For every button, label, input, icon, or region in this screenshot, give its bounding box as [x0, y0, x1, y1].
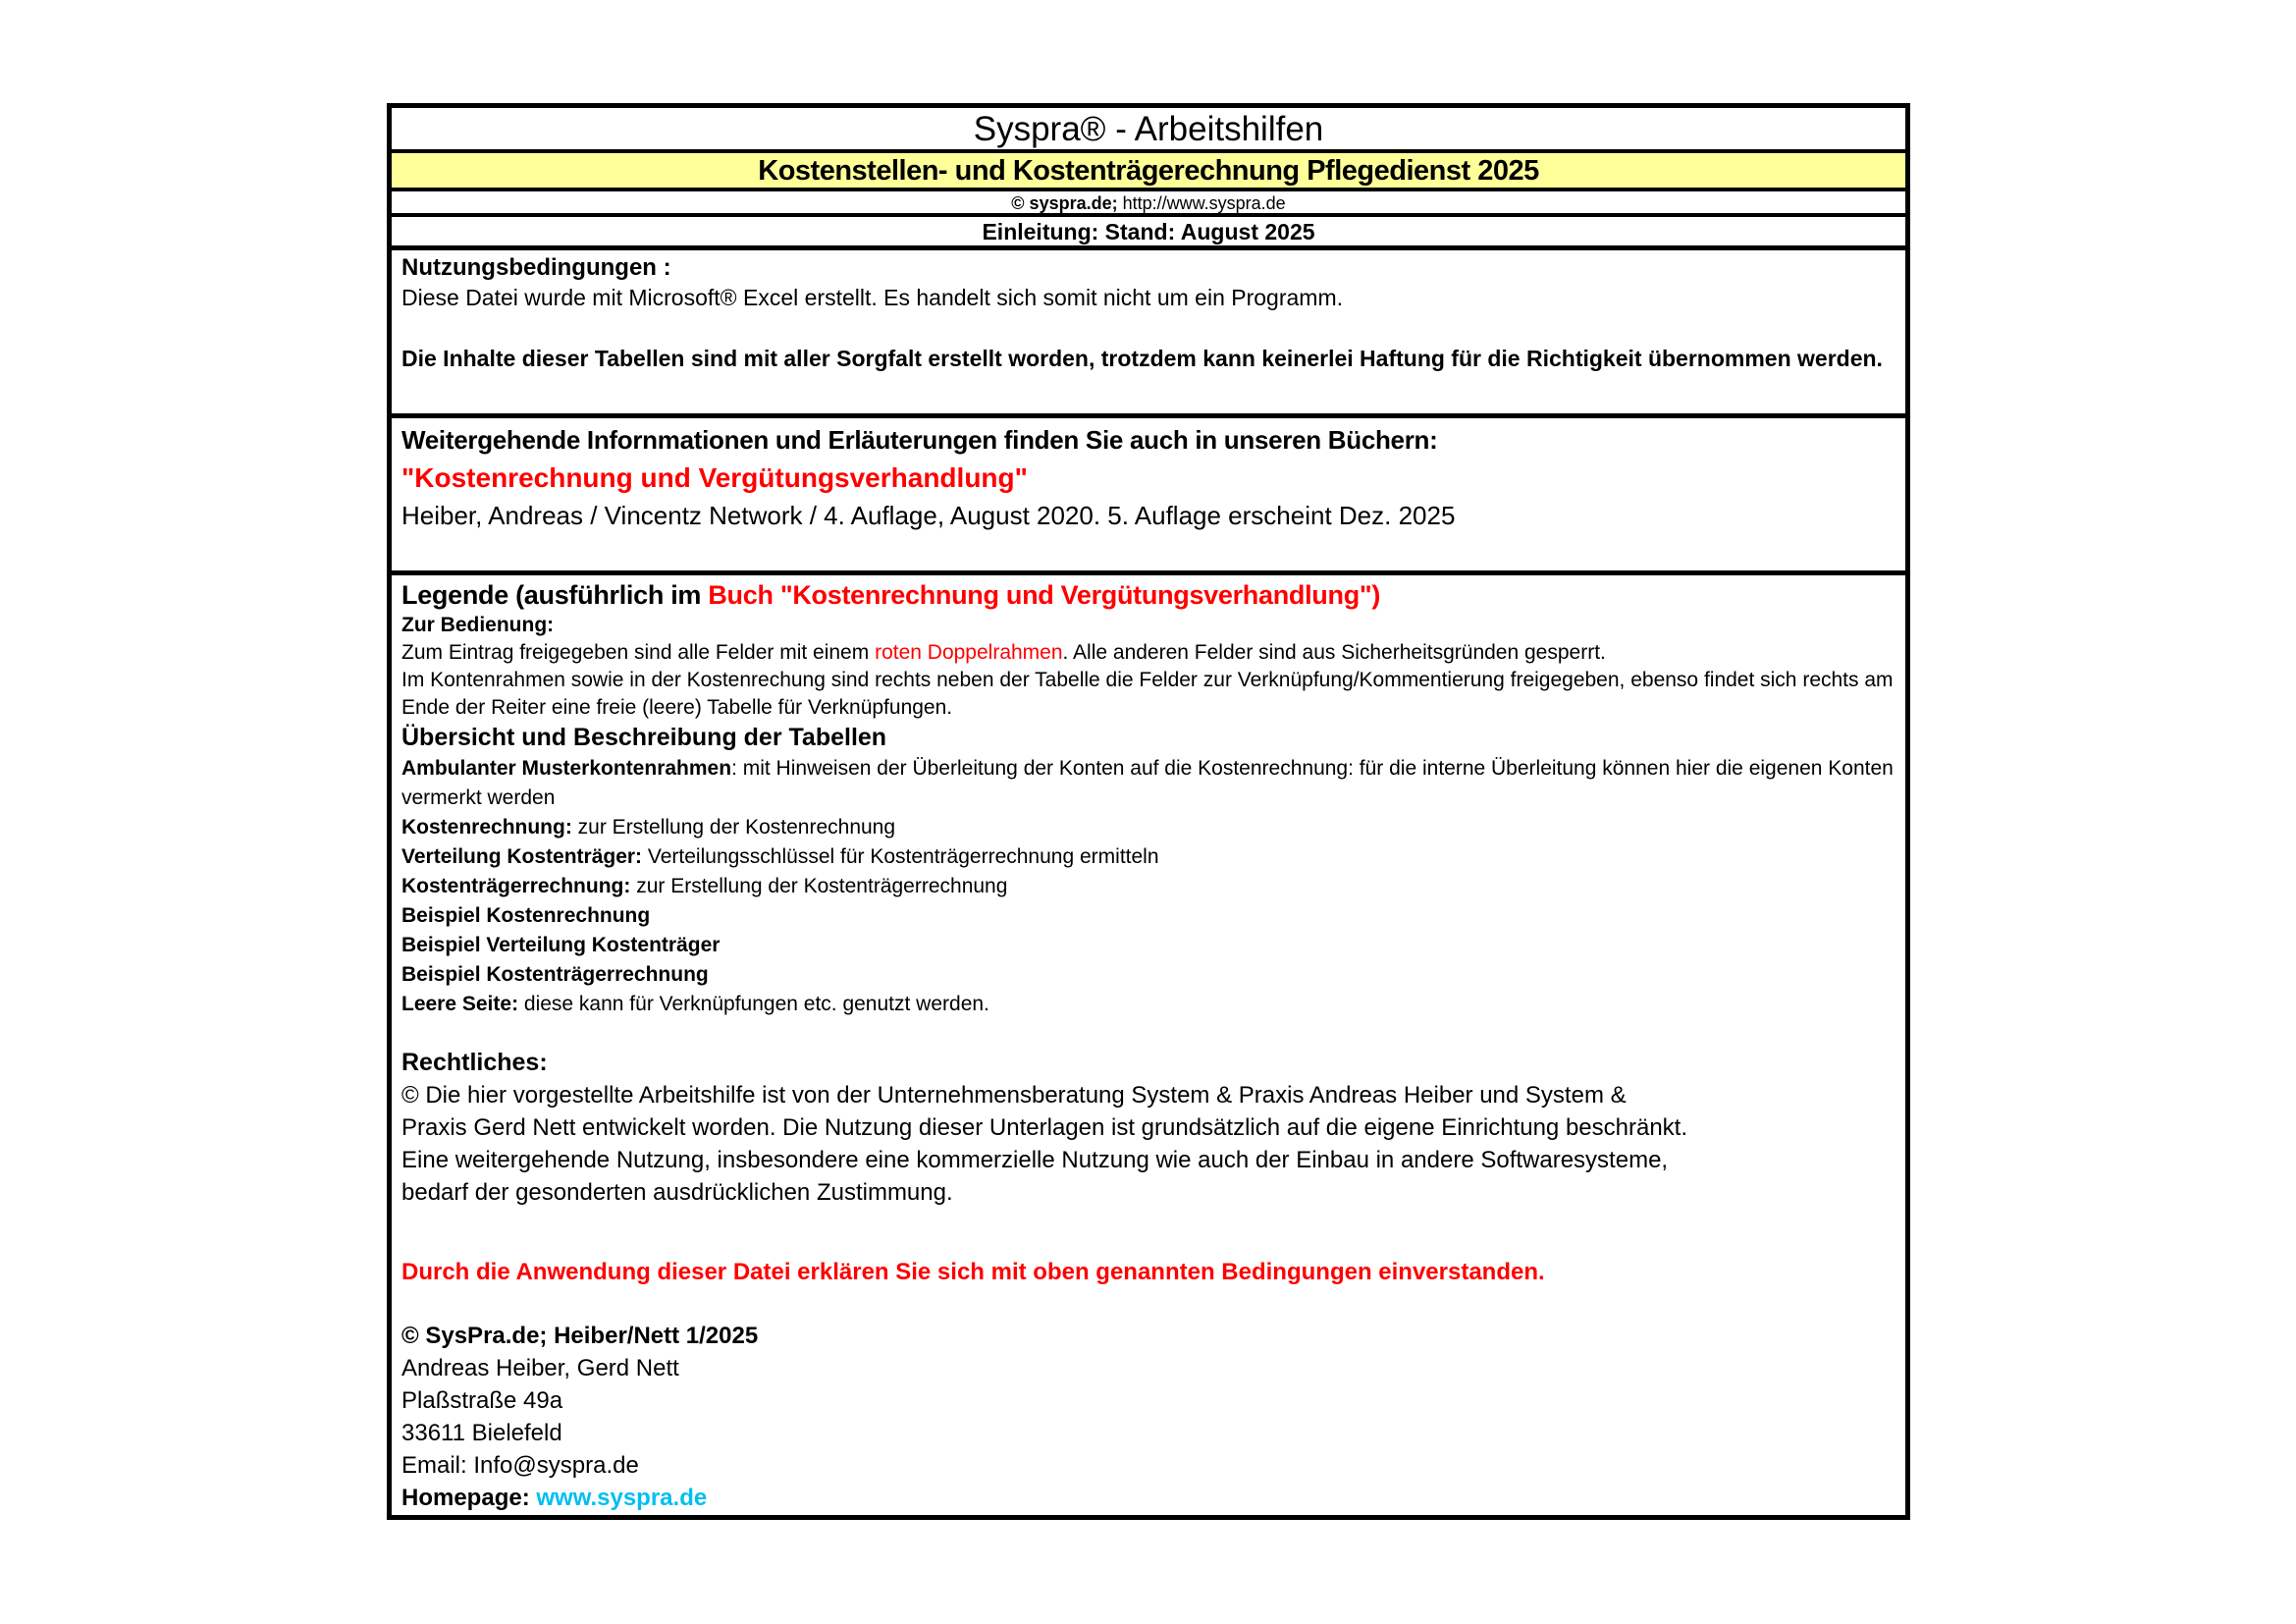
worksheet [387, 103, 1910, 1520]
book-details: Heiber, Andreas / Vincentz Network / 4. Auflage, August 2020. 5. Auflage erscheint Dez. 2025 [401, 501, 1456, 530]
usage-line1-post: . Alle anderen Felder sind aus Sicherheitsgründen gesperrt. [1062, 641, 1606, 664]
terms-disclaimer: Die Inhalte dieser Tabellen sind mit aller Sorgfalt erstellt worden, trotzdem kann keinerlei Haftung für die Richtigkeit übernommen werden. [401, 346, 1883, 371]
terms-heading: Nutzungsbedingungen : [401, 254, 671, 281]
list-item-desc: zur Erstellung der Kostenrechnung [571, 816, 896, 839]
list-item-desc: : mit Hinweisen der Überleitung der Konten auf die Kostenrechnung: für die interne Überleitung können hier die eigenen Konten vermerkt werden [401, 757, 1894, 809]
list-item [401, 960, 1896, 990]
terms-line1: Diese Datei wurde mit Microsoft® Excel erstellt. Es handelt sich somit nicht um ein Programm. [401, 285, 1343, 310]
copyright-row [392, 191, 1905, 217]
usage-heading: Zur Bedienung: [401, 614, 555, 636]
terms-section [392, 250, 1905, 418]
homepage-label: Homepage: [401, 1485, 537, 1511]
list-item-term: Kostenträgerrechnung: [401, 875, 631, 897]
usage-line1-highlight: roten Doppelrahmen [875, 641, 1063, 664]
list-item-term: Beispiel Verteilung Kostenträger [401, 934, 721, 956]
list-item [401, 931, 1896, 960]
book-intro: Weitergehende Infornmationen und Erläuterungen finden Sie auch in unseren Büchern: [401, 425, 1438, 455]
list-item [401, 754, 1896, 813]
sheet-status: Einleitung: Stand: August 2025 [392, 217, 1905, 250]
list-item-term: Kostenrechnung: [401, 816, 572, 839]
list-item-term: Verteilung Kostenträger: [401, 845, 643, 868]
list-item-desc: Verteilungsschlüssel für Kostenträgerrechnung ermitteln [642, 845, 1159, 868]
contact-names: Andreas Heiber, Gerd Nett [401, 1355, 679, 1381]
list-item [401, 842, 1896, 872]
contact-copyright: © SysPra.de; Heiber/Nett 1/2025 [401, 1323, 759, 1349]
copyright-url: http://www.syspra.de [1117, 193, 1286, 213]
usage-line1 [401, 639, 1896, 667]
legend-heading-black: Legende (ausführlich im [401, 580, 709, 610]
legend-section [392, 575, 1905, 1515]
copyright-site: © syspra.de; [1011, 193, 1118, 213]
list-item [401, 872, 1896, 901]
contact-homepage [401, 1482, 1896, 1514]
book-title: "Kostenrechnung und Vergütungsverhandlung" [401, 462, 1028, 493]
list-item-term: Leere Seite: [401, 993, 519, 1015]
usage-warning: Durch die Anwendung dieser Datei erklären Sie sich mit oben genannten Bedingungen einverstanden. [401, 1259, 1545, 1285]
homepage-link[interactable]: www.syspra.de [536, 1485, 708, 1511]
contact-street: Plaßstraße 49a [401, 1387, 563, 1414]
list-item-desc: diese kann für Verknüpfungen etc. genutzt werden. [518, 993, 989, 1015]
tables-heading: Übersicht und Beschreibung der Tabellen [401, 724, 887, 751]
app-title: Syspra® - Arbeitshilfen [392, 108, 1905, 153]
list-item [401, 901, 1896, 931]
legend-heading-red: Buch "Kostenrechnung und Vergütungsverhandlung") [708, 580, 1381, 610]
email-value: Info@syspra.de [473, 1452, 639, 1479]
email-label: Email: [401, 1452, 474, 1479]
legal-body: © Die hier vorgestellte Arbeitshilfe ist von der Unternehmensberatung System & Praxis Andreas Heiber und System & Praxis Gerd Nett entwickelt worden. Die Nutzung dieser Unterlagen ist grundsätzlich auf die eigene Einrichtung beschränkt. Eine weitergehende Nutzung, insbesondere eine kommerzielle Nutzung wie auch der Einbau in andere Softwaresysteme, bedarf der gesonderten ausdrücklichen Zustimmung. [401, 1082, 1688, 1206]
list-item-term: Ambulanter Musterkontenrahmen [401, 757, 732, 780]
legend-heading [401, 578, 1896, 612]
book-section [392, 418, 1905, 575]
contact-city: 33611 Bielefeld [401, 1420, 562, 1446]
list-item [401, 990, 1896, 1019]
list-item-desc: zur Erstellung der Kostenträgerrechnung [630, 875, 1008, 897]
usage-line1-pre: Zum Eintrag freigegeben sind alle Felder mit einem [401, 641, 876, 664]
list-item-term: Beispiel Kostenträgerrechnung [401, 963, 709, 986]
list-item [401, 813, 1896, 842]
document-banner: Kostenstellen- und Kostenträgerechnung Pflegedienst 2025 [392, 153, 1905, 191]
usage-line2: Im Kontenrahmen sowie in der Kostenrechung sind rechts neben der Tabelle die Felder zur Verknüpfung/Kommentierung freigegeben, ebenso findet sich rechts am Ende der Reiter eine freie (leere) Tabelle für Verknüpfungen. [401, 669, 1894, 719]
list-item-term: Beispiel Kostenrechnung [401, 904, 651, 927]
contact-email [401, 1449, 1896, 1482]
legal-heading: Rechtliches: [401, 1049, 548, 1076]
